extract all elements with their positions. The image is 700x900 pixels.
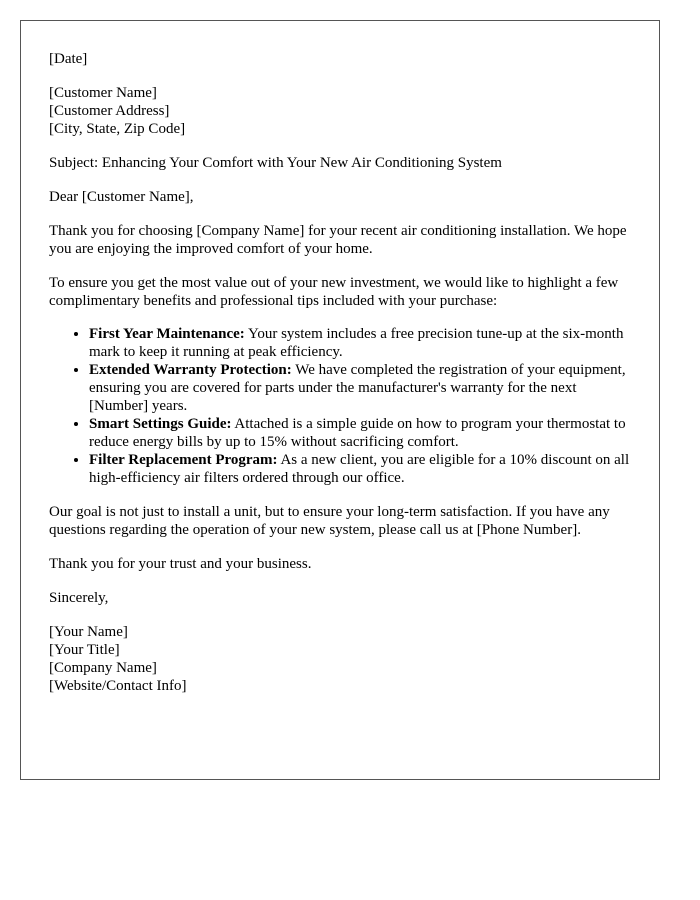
recipient-address: [Customer Address] [49,103,170,119]
signature-title: [Your Title] [49,642,120,658]
signature-block [49,623,631,695]
signature-contact: [Website/Contact Info] [49,678,187,694]
benefits-list [49,325,631,487]
goal-paragraph: Our goal is not just to install a unit, but to ensure your long-term satisfaction. If you have any questions regarding the operation of your new system, please call us at [Phone Number]. [49,504,610,538]
benefit-item [89,451,631,487]
benefit-title: Filter Replacement Program: [89,452,278,468]
benefit-title: First Year Maintenance: [89,326,245,342]
benefits-intro-paragraph: To ensure you get the most value out of your new investment, we would like to highlight a few complimentary benefits and professional tips included with your purchase: [49,275,619,309]
benefit-text: Attached is a simple guide on how to program your thermostat to reduce energy bills by up to 15% without sacrificing comfort. [89,416,626,450]
thanks-paragraph: Thank you for your trust and your business. [49,556,312,572]
signature-company: [Company Name] [49,660,157,676]
signature-name: [Your Name] [49,624,128,640]
letter-page [20,20,660,780]
recipient-city-state-zip: [City, State, Zip Code] [49,121,186,137]
letter-closing: Sincerely, [49,590,109,606]
letter-salutation: Dear [Customer Name], [49,189,194,205]
recipient-name: [Customer Name] [49,85,157,101]
benefit-text: As a new client, you are eligible for a 10% discount on all high-efficiency air filters ordered through our office. [89,452,630,486]
benefit-item [89,415,631,451]
benefit-item [89,325,631,361]
benefit-item [89,361,631,415]
benefit-text: Your system includes a free precision tune-up at the six-month mark to keep it running at peak efficiency. [89,326,624,360]
benefit-title: Extended Warranty Protection: [89,362,292,378]
recipient-address-block [49,84,631,138]
letter-date: [Date] [49,51,88,67]
benefit-text: We have completed the registration of your equipment, ensuring you are covered for parts under the manufacturer's warranty for the next [Number] years. [89,362,626,414]
letter-subject: Subject: Enhancing Your Comfort with Your New Air Conditioning System [49,155,502,171]
intro-paragraph: Thank you for choosing [Company Name] for your recent air conditioning installation. We hope you are enjoying the improved comfort of your home. [49,223,627,257]
benefit-title: Smart Settings Guide: [89,416,232,432]
